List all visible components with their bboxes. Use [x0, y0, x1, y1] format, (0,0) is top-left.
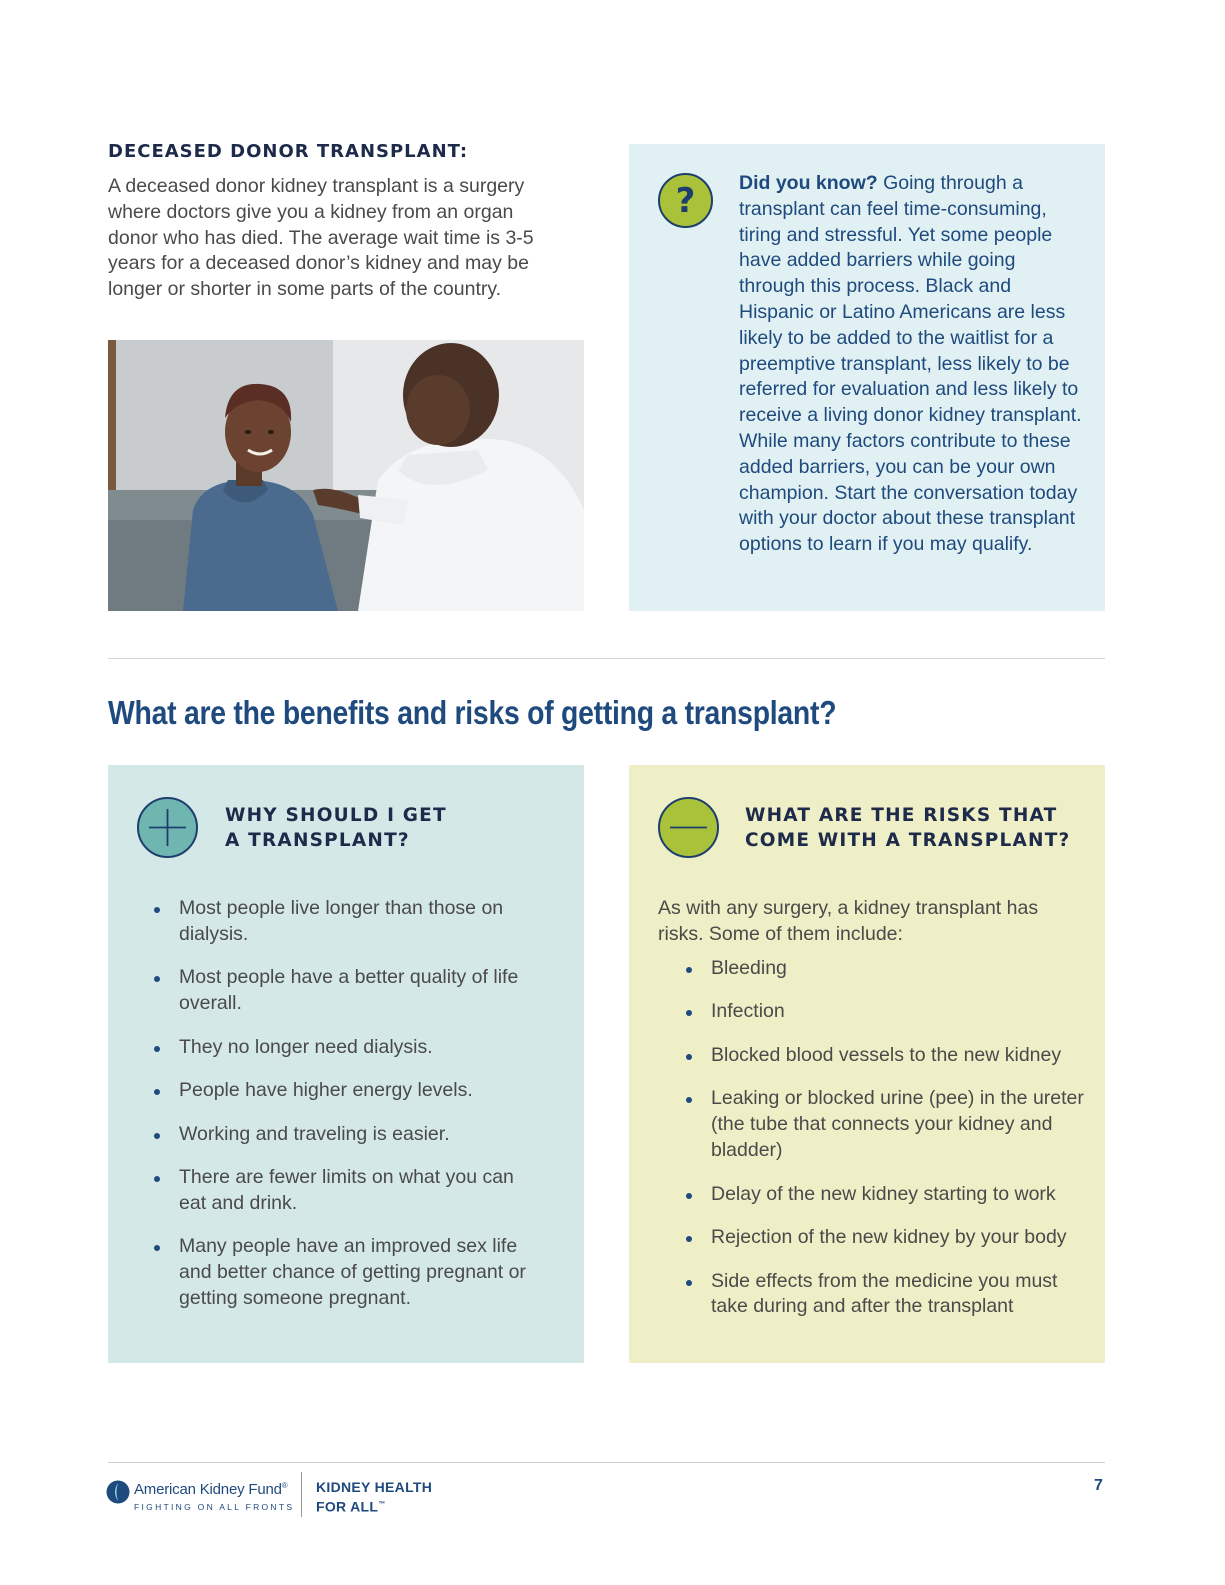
did-you-know-text — [739, 171, 1084, 558]
list-item: Most people have a better quality of life overall. — [153, 965, 543, 1017]
list-item: People have higher energy levels. — [153, 1078, 543, 1104]
org-name — [134, 1481, 287, 1498]
minus-icon — [658, 797, 719, 858]
list-item: Delay of the new kidney starting to work — [685, 1182, 1085, 1208]
footer-vertical-divider — [301, 1472, 302, 1517]
risks-heading — [745, 803, 1085, 853]
section-divider — [108, 658, 1105, 659]
org-name-text: American Kidney Fund — [134, 1481, 282, 1498]
trademark-mark: ™ — [378, 1501, 386, 1508]
benefits-heading-line2: A TRANSPLANT? — [225, 830, 410, 851]
footer-divider — [108, 1462, 1105, 1463]
org-tagline: FIGHTING ON ALL FRONTS — [134, 1502, 295, 1512]
list-item: Most people live longer than those on dialysis. — [153, 896, 543, 948]
risks-heading-line2: COME WITH A TRANSPLANT? — [745, 830, 1071, 851]
list-item: Side effects from the medicine you must take during and after the transplant — [685, 1269, 1085, 1321]
list-item: Leaking or blocked urine (pee) in the ureter (the tube that connects your kidney and bladder) — [685, 1086, 1085, 1163]
list-item: Many people have an improved sex life and better chance of getting pregnant or getting someone pregnant. — [153, 1234, 543, 1311]
list-item: There are fewer limits on what you can eat and drink. — [153, 1165, 543, 1217]
page-title: What are the benefits and risks of getting a transplant? — [108, 694, 837, 731]
risks-intro: As with any surgery, a kidney transplant has risks. Some of them include: — [658, 897, 1039, 945]
list-item: Rejection of the new kidney by your body — [685, 1225, 1085, 1251]
campaign-line2: FOR ALL — [316, 1498, 379, 1515]
list-item: Working and traveling is easier. — [153, 1122, 543, 1148]
benefits-list — [153, 896, 543, 1329]
question-mark-icon: ? — [658, 173, 713, 228]
campaign-logo — [316, 1479, 432, 1516]
deceased-donor-heading: DECEASED DONOR TRANSPLANT: — [108, 141, 469, 162]
campaign-line1: KIDNEY HEALTH — [316, 1479, 433, 1495]
deceased-donor-text: A deceased donor kidney transplant is a surgery where doctors give you a kidney from an organ donor who has died. The average wait time is 3-5 years for a deceased donor’s kidney and may be longer or shorter in some parts of the country. — [108, 175, 534, 301]
did-you-know-lead: Did you know? — [739, 172, 878, 194]
did-you-know-body: Going through a transplant can feel time-consuming, tiring and stressful. Yet some people have added barriers while going through this process. Black and Hispanic or Latino Americans are less likely to be added to the waitlist for a preemptive transplant, less likely to be referred for evaluation and less likely to receive a living donor kidney transplant. While many factors contribute to these added barriers, you can be your own champion. Start the conversation today with your doctor about these transplant options to learn if you may qualify. — [739, 172, 1082, 556]
benefits-heading-line1: WHY SHOULD I GET — [225, 805, 447, 826]
risks-list — [685, 956, 1085, 1338]
list-item: They no longer need dialysis. — [153, 1035, 543, 1061]
page-number: 7 — [1094, 1477, 1103, 1494]
plus-icon — [137, 797, 198, 858]
registered-mark: ® — [281, 1481, 288, 1490]
list-item: Blocked blood vessels to the new kidney — [685, 1043, 1085, 1069]
risks-heading-line1: WHAT ARE THE RISKS THAT — [745, 805, 1058, 826]
list-item: Infection — [685, 999, 1085, 1025]
patient-doctor-photo — [108, 340, 584, 611]
list-item: Bleeding — [685, 956, 1085, 982]
kidney-logo-icon — [106, 1480, 130, 1504]
benefits-heading — [225, 803, 565, 853]
